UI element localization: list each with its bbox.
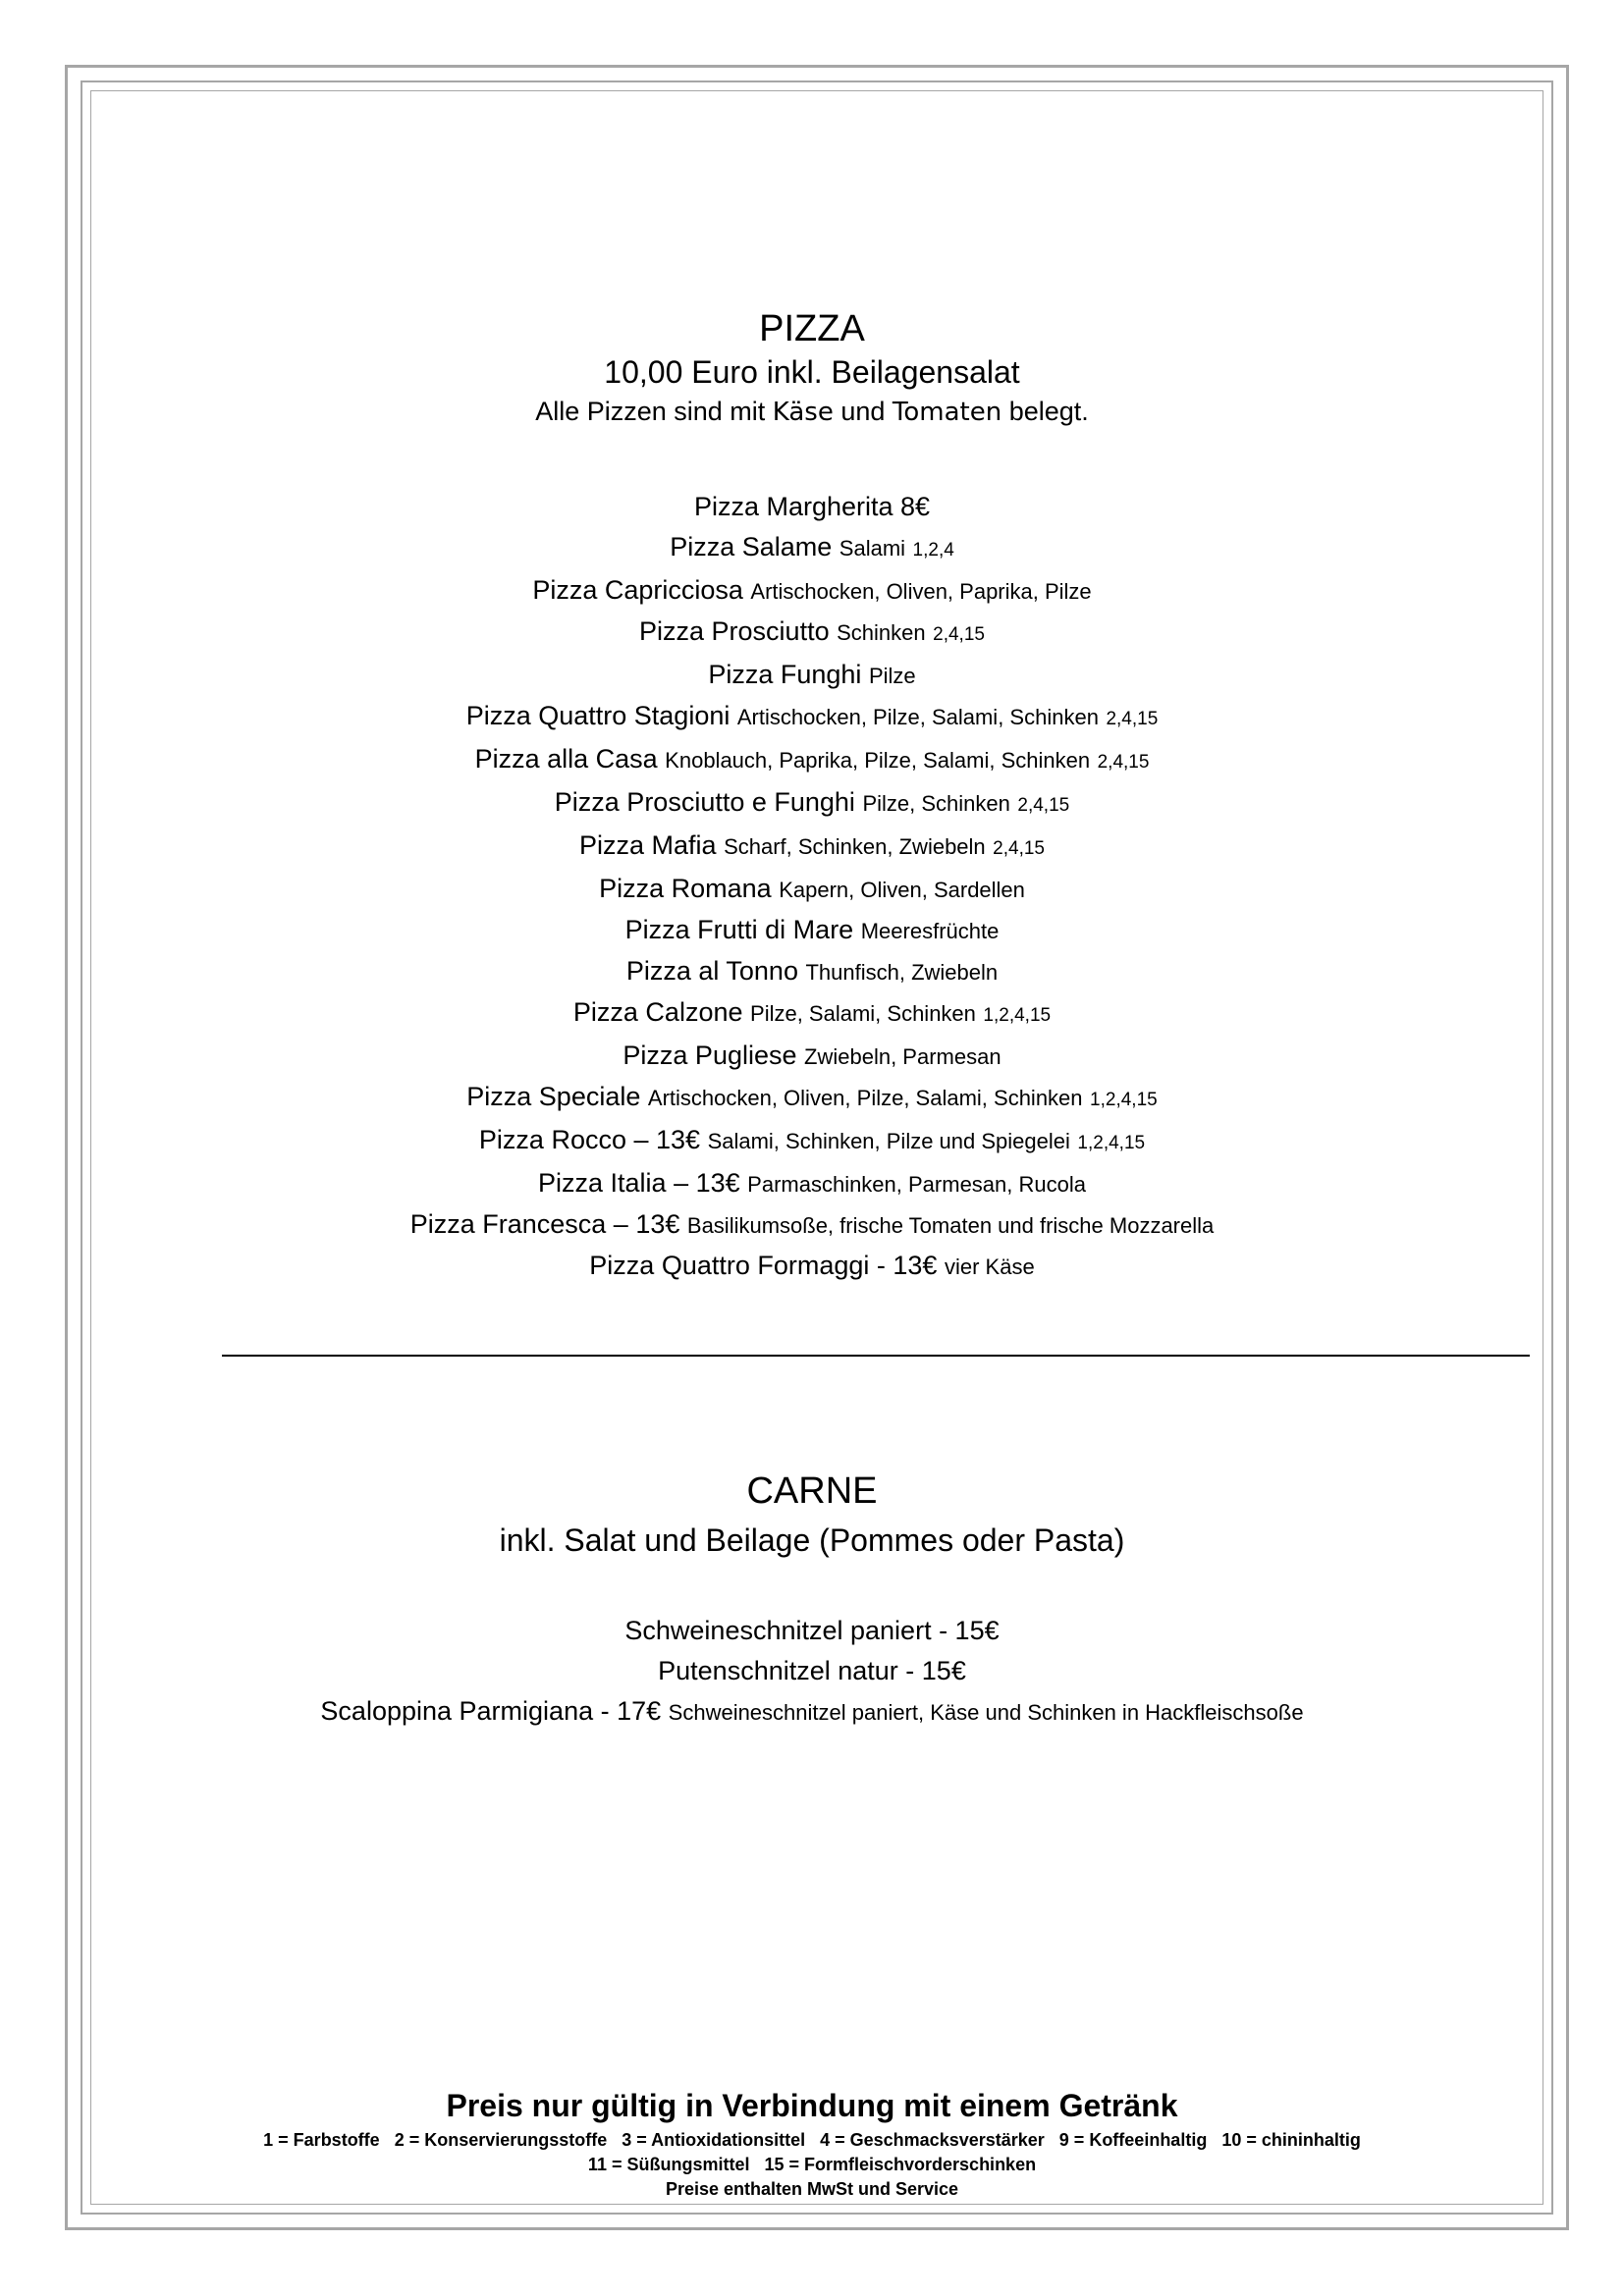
pizza-list: [98, 487, 1526, 1120]
menu-item: Pizza alla Casa Knoblauch, Paprika, Pilze, Salami, Schinken 2,4,15: [474, 744, 1150, 774]
menu-item: Pizza Pugliese Zwiebeln, Parmesan: [623, 1041, 1001, 1070]
menu-item: Pizza Calzone Pilze, Salami, Schinken 1,2,4,15: [572, 997, 1052, 1027]
menu-item: Pizza Prosciutto Schinken 2,4,15: [639, 616, 985, 646]
pizza-specials-list: [98, 1120, 1526, 1287]
footer-title: Preis nur gültig in Verbindung mit einem Getränk: [446, 2088, 1178, 2123]
menu-item: Pizza Francesca – 13€ Basilikumsoße, frische Tomaten und frische Mozzarella: [409, 1209, 1215, 1239]
pizza-subtitle: 10,00 Euro inkl. Beilagensalat: [604, 354, 1020, 390]
pizza-note: Alle Pizzen sind mit Käse und Tomaten belegt.: [535, 397, 1089, 427]
menu-item: Pizza Italia – 13€ Parmaschinken, Parmesan, Rucola: [538, 1168, 1086, 1198]
additives-legend-line-1: 1 = Farbstoffe 2 = Konservierungsstoffe 3 = Antioxidationsittel 4 = Geschmacksverstärker 9 = Koffeeinhaltig 10 = chininhaltig: [263, 2130, 1361, 2150]
menu-item: Pizza Romana Kapern, Oliven, Sardellen: [599, 874, 1025, 903]
menu-item: Pizza Quattro Formaggi - 13€ vier Käse: [589, 1251, 1035, 1280]
menu-item: Pizza Speciale Artischocken, Oliven, Pilze, Salami, Schinken 1,2,4,15: [466, 1082, 1158, 1111]
pizza-title: PIZZA: [759, 308, 865, 349]
tomato-emphasis: Tomaten: [892, 398, 1002, 427]
menu-item: Pizza Funghi Pilze: [708, 660, 916, 689]
tax-service-note: Preise enthalten MwSt und Service: [665, 2179, 959, 2199]
menu-item: Putenschnitzel natur - 15€: [658, 1656, 966, 1685]
carne-section: [98, 1468, 1526, 1561]
section-divider: [222, 1355, 1530, 1357]
menu-item: Scaloppina Parmigiana - 17€ Schweineschnitzel paniert, Käse und Schinken in Hackfleischsoße: [320, 1696, 1304, 1726]
menu-item: Pizza Quattro Stagioni Artischocken, Pilze, Salami, Schinken 2,4,15: [465, 701, 1159, 730]
carne-title: CARNE: [746, 1470, 878, 1512]
menu-item: Pizza Frutti di Mare Meeresfrüchte: [624, 915, 1000, 944]
footer: [98, 2085, 1526, 2202]
pizza-section: [98, 306, 1526, 431]
menu-item: Pizza Mafia Scharf, Schinken, Zwiebeln 2,4,15: [579, 830, 1045, 860]
menu-item: Pizza Prosciutto e Funghi Pilze, Schinken 2,4,15: [554, 787, 1070, 817]
carne-list: [98, 1611, 1526, 1733]
carne-subtitle: inkl. Salat und Beilage (Pommes oder Pasta): [499, 1522, 1125, 1558]
cheese-emphasis: Käse: [772, 398, 834, 427]
menu-item: Pizza Capricciosa Artischocken, Oliven, Paprika, Pilze: [532, 575, 1092, 605]
menu-item: Pizza al Tonno Thunfisch, Zwiebeln: [625, 956, 999, 986]
menu-item: Pizza Rocco – 13€ Salami, Schinken, Pilze und Spiegelei 1,2,4,15: [478, 1125, 1146, 1154]
menu-item: Pizza Margherita 8€: [693, 492, 931, 521]
menu-item: Schweineschnitzel paniert - 15€: [624, 1616, 1000, 1645]
menu-item: Pizza Salame Salami 1,2,4: [670, 532, 954, 561]
additives-legend-line-2: 11 = Süßungsmittel 15 = Formfleischvorderschinken: [587, 2155, 1037, 2174]
